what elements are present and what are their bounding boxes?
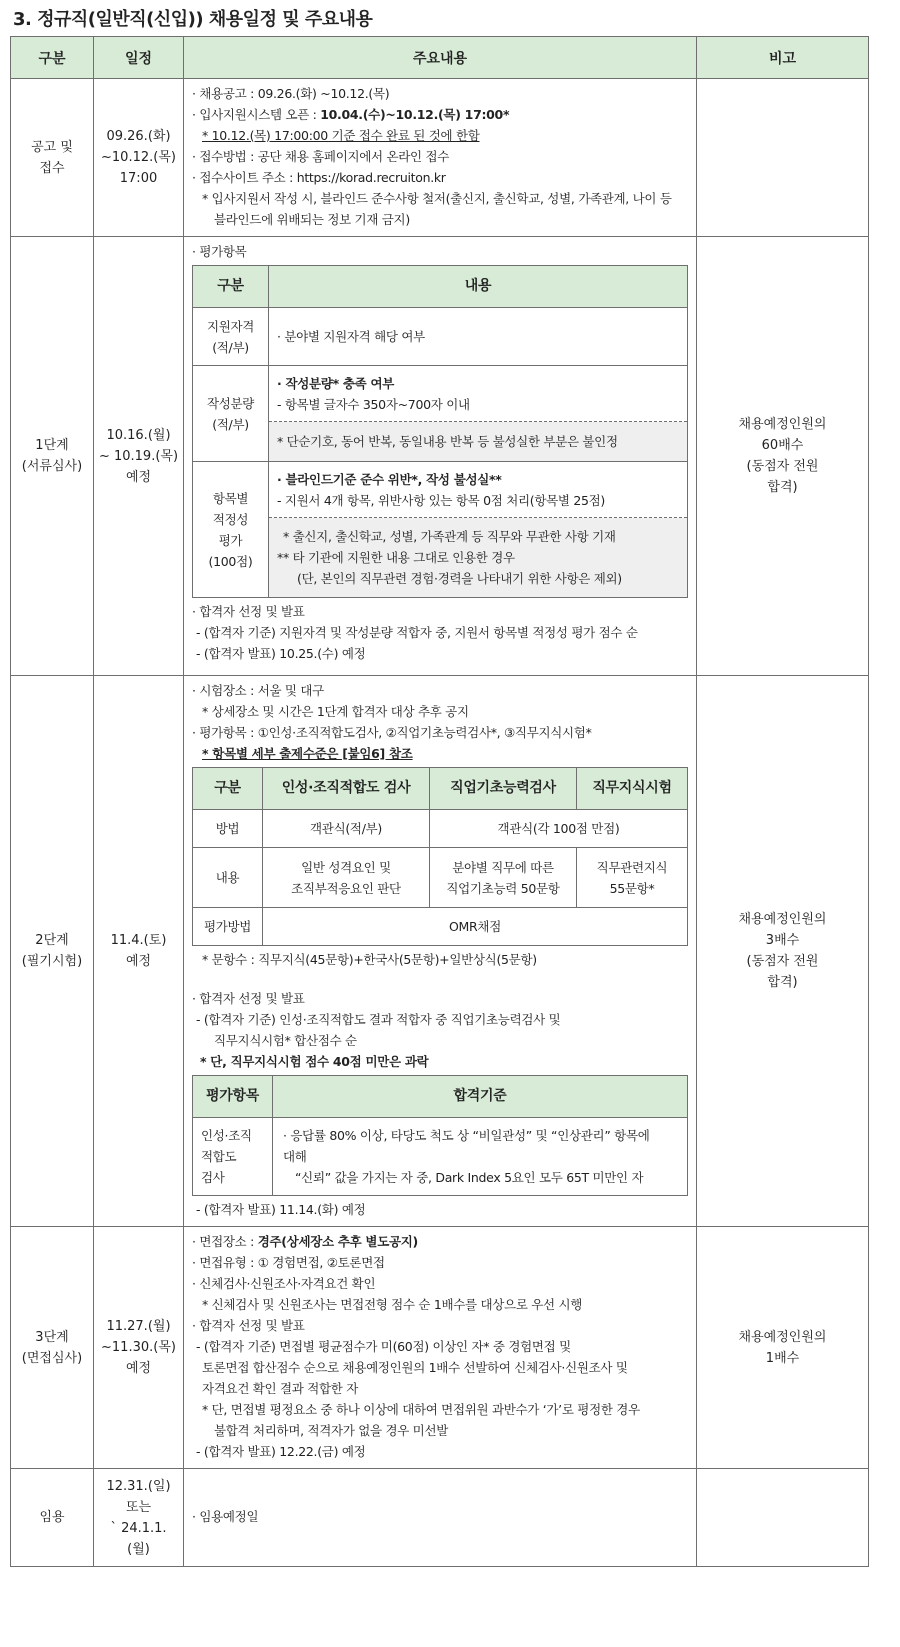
stage-cell: 3단계 (면접심사)	[11, 1227, 94, 1469]
eval-content: · 작성분량* 충족 여부 - 항목별 글자수 350자~700자 이내	[269, 366, 688, 422]
eval-footnote: * 단순기호, 동어 반복, 동일내용 반복 등 불성실한 부분은 불인정	[269, 422, 688, 462]
stage-cell: 임용	[11, 1469, 94, 1567]
schedule-cell: 10.16.(월) ~ 10.19.(목) 예정	[94, 237, 184, 676]
schedule-table	[10, 36, 869, 1567]
header-note: 비고	[697, 37, 869, 79]
written-test-table	[192, 767, 688, 946]
criteria-content: · 응답률 80% 이상, 타당도 척도 상 “비일관성” 및 “인상관리” 항목에 대해 “신뢰” 값을 가지는 자 중, Dark Index 5요인 모두 65T 미만인 자	[273, 1118, 688, 1196]
test-value: OMR채점	[263, 908, 688, 946]
table-row-stage2	[11, 676, 869, 1227]
note-cell: 채용예정인원의 1배수	[697, 1227, 869, 1469]
inner-header-item: 평가항목	[193, 1076, 273, 1118]
header-content: 주요내용	[184, 37, 697, 79]
test-value: 직무관련지식 55문항*	[577, 848, 688, 908]
schedule-cell: 12.31.(일) 또는 ` 24.1.1. (월)	[94, 1469, 184, 1567]
note-cell: 채용예정인원의 3배수 (동점자 전원 합격)	[697, 676, 869, 1227]
content-cell: · 임용예정일	[184, 1469, 697, 1567]
schedule-cell: 11.4.(토) 예정	[94, 676, 184, 1227]
stage-cell: 2단계 (필기시험)	[11, 676, 94, 1227]
stage-cell: 1단계 (서류심사)	[11, 237, 94, 676]
test-value: 객관식(적/부)	[263, 810, 430, 848]
test-value: 분야별 직무에 따른 직업기초능력 50문항	[430, 848, 577, 908]
inner-header-criteria: 합격기준	[273, 1076, 688, 1118]
content-cell: · 평가항목 구분 내용 지원자격 (적/부) · 분야별 지원자격 해당 여부 작성분량 (적/부) · 작성분량* 충족 여부 - 항목별 글자수 350자~700자 이내 * 단순기호, 동어 반복, 동일내용 반복 등 불성실한 부분은 불인정 항목별 적정성 평가 (100점) · 블라인드기준 준수 위반*, 작성 불성실** - 지원서 4개 항목, 위반사항 있는 항목 0점 처리(항목별 25점) * 출신지, 출신학교, 성별, 가족관계 등 직무와 무관한 사항 기재 ** 타 기관에 지원한 내용 그대로 인용한 경우 (단, 본인의 직무관련 경험·경력을 나타내기 위한 사항은 제외) · 합격자 선정 및 발표 - (합격자 기준) 지원자격 및 작성분량 적합자 중, 지원서 항목별 적정성 평가 점수 순 - (합격자 발표) 10.25.(수) 예정	[184, 237, 697, 676]
inner-header-personality: 인성·조직적합도 검사	[263, 768, 430, 810]
test-label: 내용	[193, 848, 263, 908]
table-row-stage1	[11, 237, 869, 676]
table-header	[11, 37, 869, 79]
test-label: 방법	[193, 810, 263, 848]
test-label: 평가방법	[193, 908, 263, 946]
application-site-link[interactable]: · 접수사이트 주소 : https://korad.recruiton.kr	[192, 170, 446, 185]
pass-criteria-table	[192, 1075, 688, 1196]
eval-label: 작성분량 (적/부)	[193, 366, 269, 462]
table-row-appointment	[11, 1469, 869, 1567]
schedule-cell: 11.27.(월) ~11.30.(목) 예정	[94, 1227, 184, 1469]
criteria-label: 인성·조직 적합도 검사	[193, 1118, 273, 1196]
note-cell: 채용예정인원의 60배수 (동점자 전원 합격)	[697, 237, 869, 676]
table-row-stage3	[11, 1227, 869, 1469]
page-title: 3. 정규직(일반직(신입)) 채용일정 및 주요내용	[13, 9, 373, 30]
table-row-application	[11, 79, 869, 237]
content-cell: · 시험장소 : 서울 및 대구 * 상세장소 및 시간은 1단계 합격자 대상 추후 공지 · 평가항목 : ①인성·조직적합도검사, ②직업기초능력검사*, ③직무지식시험* * 항목별 세부 출제수준은 [붙임6] 참조 구분 인성·조직적합도 검사 직업기초능력검사 직무지식시험 방법 객관식(적/부) 객관식(각 100점 만점) 내용 일반 성격요인 및 조직부적응요인 판단 분야별 직무에 따른 직업기초능력 50문항 직무관련지식 55문항* 평가방법 OMR채점 * 문항수 : 직무지식(45문항)+한국사(5문항)+일반상식(5문항) · 합격자 선정 및 발표 - (합격자 기준) 인성·조직적합도 결과 적합자 중 직업기초능력검사 및 직무지식시험* 합산점수 순 * 단, 직무지식시험 점수 40점 미만은 과락 평가항목 합격기준 인성·조직 적합도 검사 · 응답률 80% 이상, 타당도 척도 상 “비일관성” 및 “인상관리” 항목에 대해 “신뢰” 값을 가지는 자 중, Dark Index 5요인 모두 65T 미만인 자 - (합격자 발표) 11.14.(화) 예정	[184, 676, 697, 1227]
evaluation-items-table	[192, 265, 688, 598]
inner-header-content: 내용	[269, 266, 688, 308]
inner-header-category: 구분	[193, 266, 269, 308]
eval-label: 지원자격 (적/부)	[193, 308, 269, 366]
eval-footnote: * 출신지, 출신학교, 성별, 가족관계 등 직무와 무관한 사항 기재 ** 타 기관에 지원한 내용 그대로 인용한 경우 (단, 본인의 직무관련 경험·경력을 나타내기 위한 사항은 제외)	[269, 518, 688, 598]
stage-cell: 공고 및 접수	[11, 79, 94, 237]
header-category: 구분	[11, 37, 94, 79]
inner-header-basic-ability: 직업기초능력검사	[430, 768, 577, 810]
note-cell	[697, 79, 869, 237]
header-schedule: 일정	[94, 37, 184, 79]
schedule-cell: 09.26.(화) ~10.12.(목) 17:00	[94, 79, 184, 237]
eval-content: · 분야별 지원자격 해당 여부	[269, 308, 688, 366]
inner-header-job-knowledge: 직무지식시험	[577, 768, 688, 810]
eval-label: 항목별 적정성 평가 (100점)	[193, 462, 269, 598]
content-cell: · 면접장소 : 경주(상세장소 추후 별도공지) · 면접유형 : ① 경험면접, ②토론면접 · 신체검사·신원조사·자격요건 확인 * 신체검사 및 신원조사는 면접전형 점수 순 1배수를 대상으로 우선 시행 · 합격자 선정 및 발표 - (합격자 기준) 면접별 평균점수가 미(60점) 이상인 자* 중 경험면접 및 토론면접 합산점수 순으로 채용예정인원의 1배수 선발하여 신체검사·신원조사 및 자격요건 확인 결과 적합한 자 * 단, 면접별 평정요소 중 하나 이상에 대하여 면접위원 과반수가 ‘가’로 평정한 경우 불합격 처리하며, 적격자가 없을 경우 미선발 - (합격자 발표) 12.22.(금) 예정	[184, 1227, 697, 1469]
test-value: 일반 성격요인 및 조직부적응요인 판단	[263, 848, 430, 908]
note-cell	[697, 1469, 869, 1567]
inner-header-category: 구분	[193, 768, 263, 810]
content-cell: · 채용공고 : 09.26.(화) ~10.12.(목) · 입사지원시스템 오픈 : 10.04.(수)~10.12.(목) 17:00* * 10.12.(목) 17:00:00 기준 접수 완료 된 것에 한함 · 접수방법 : 공단 채용 홈페이지에서 온라인 접수 · 접수사이트 주소 : https://korad.recruiton.kr * 입사지원서 작성 시, 블라인드 준수사항 철저(출신지, 출신학교, 성별, 가족관계, 나이 등 블라인드에 위배되는 정보 기재 금지)	[184, 79, 697, 237]
eval-content: · 블라인드기준 준수 위반*, 작성 불성실** - 지원서 4개 항목, 위반사항 있는 항목 0점 처리(항목별 25점)	[269, 462, 688, 518]
test-value: 객관식(각 100점 만점)	[430, 810, 688, 848]
